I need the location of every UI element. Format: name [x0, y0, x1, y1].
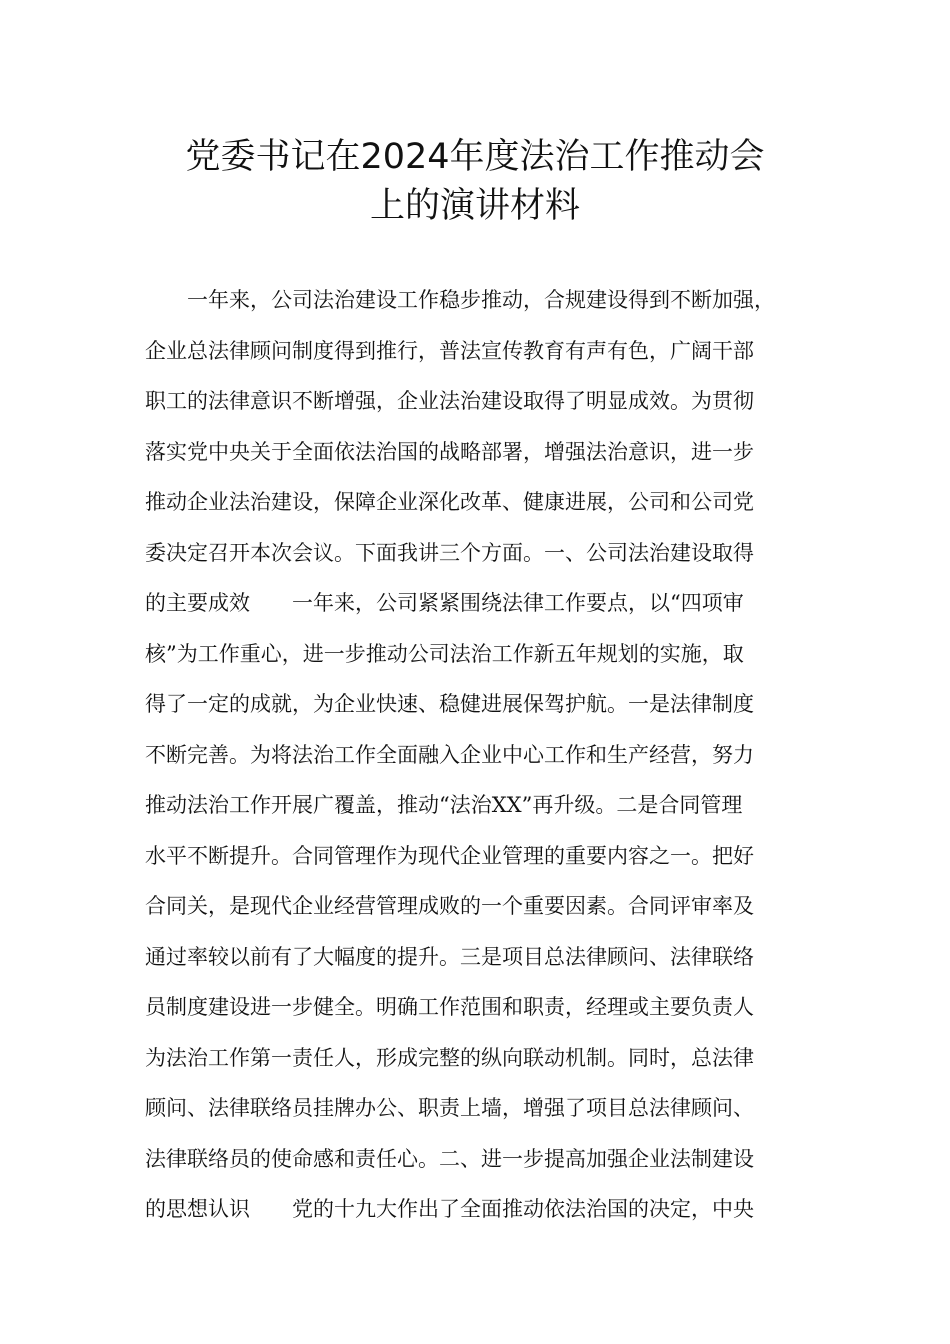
document-title-line-1: 党委书记在2024年度法治工作推动会	[185, 137, 765, 177]
body-line: 通过率较以前有了大幅度的提升。三是项目总法律顾问、法律联络	[145, 945, 754, 969]
body-line: 为法治工作第一责任人，形成完整的纵向联动机制。同时，总法律	[145, 1046, 754, 1070]
body-line: 的主要成效 一年来，公司紧紧围绕法律工作要点，以“四项审	[145, 591, 744, 615]
body-line: 不断完善。为将法治工作全面融入企业中心工作和生产经营，努力	[145, 743, 754, 767]
body-line: 水平不断提升。合同管理作为现代企业管理的重要内容之一。把好	[145, 844, 754, 868]
body-line: 得了一定的成就，为企业快速、稳健进展保驾护航。一是法律制度	[145, 692, 754, 716]
body-line: 一年来，公司法治建设工作稳步推动，合规建设得到不断加强，	[145, 288, 775, 312]
body-line: 法律联络员的使命感和责任心。二、进一步提高加强企业法制建设	[145, 1147, 754, 1171]
body-line: 推动企业法治建设，保障企业深化改革、健康进展，公司和公司党	[145, 490, 754, 514]
body-line: 推动法治工作开展广覆盖，推动“法治XX”再升级。二是合同管理	[145, 793, 743, 817]
body-line: 顾问、法律联络员挂牌办公、职责上墙，增强了项目总法律顾问、	[145, 1096, 754, 1120]
body-line: 落实党中央关于全面依法治国的战略部署，增强法治意识，进一步	[145, 440, 754, 464]
body-line: 企业总法律顾问制度得到推行，普法宣传教育有声有色，广阔干部	[145, 339, 754, 363]
document-title-line-2: 上的演讲材料	[369, 186, 580, 226]
body-line: 委决定召开本次会议。下面我讲三个方面。一、公司法治建设取得	[145, 541, 754, 565]
body-line: 的思想认识 党的十九大作出了全面推动依法治国的决定，中央	[145, 1197, 754, 1221]
body-line: 职工的法律意识不断增强，企业法治建设取得了明显成效。为贯彻	[145, 389, 754, 413]
body-line: 核”为工作重心，进一步推动公司法治工作新五年规划的实施，取	[145, 642, 744, 666]
body-line: 合同关，是现代企业经营管理成败的一个重要因素。合同评审率及	[145, 894, 754, 918]
body-line: 员制度建设进一步健全。明确工作范围和职责，经理或主要负责人	[145, 995, 754, 1019]
